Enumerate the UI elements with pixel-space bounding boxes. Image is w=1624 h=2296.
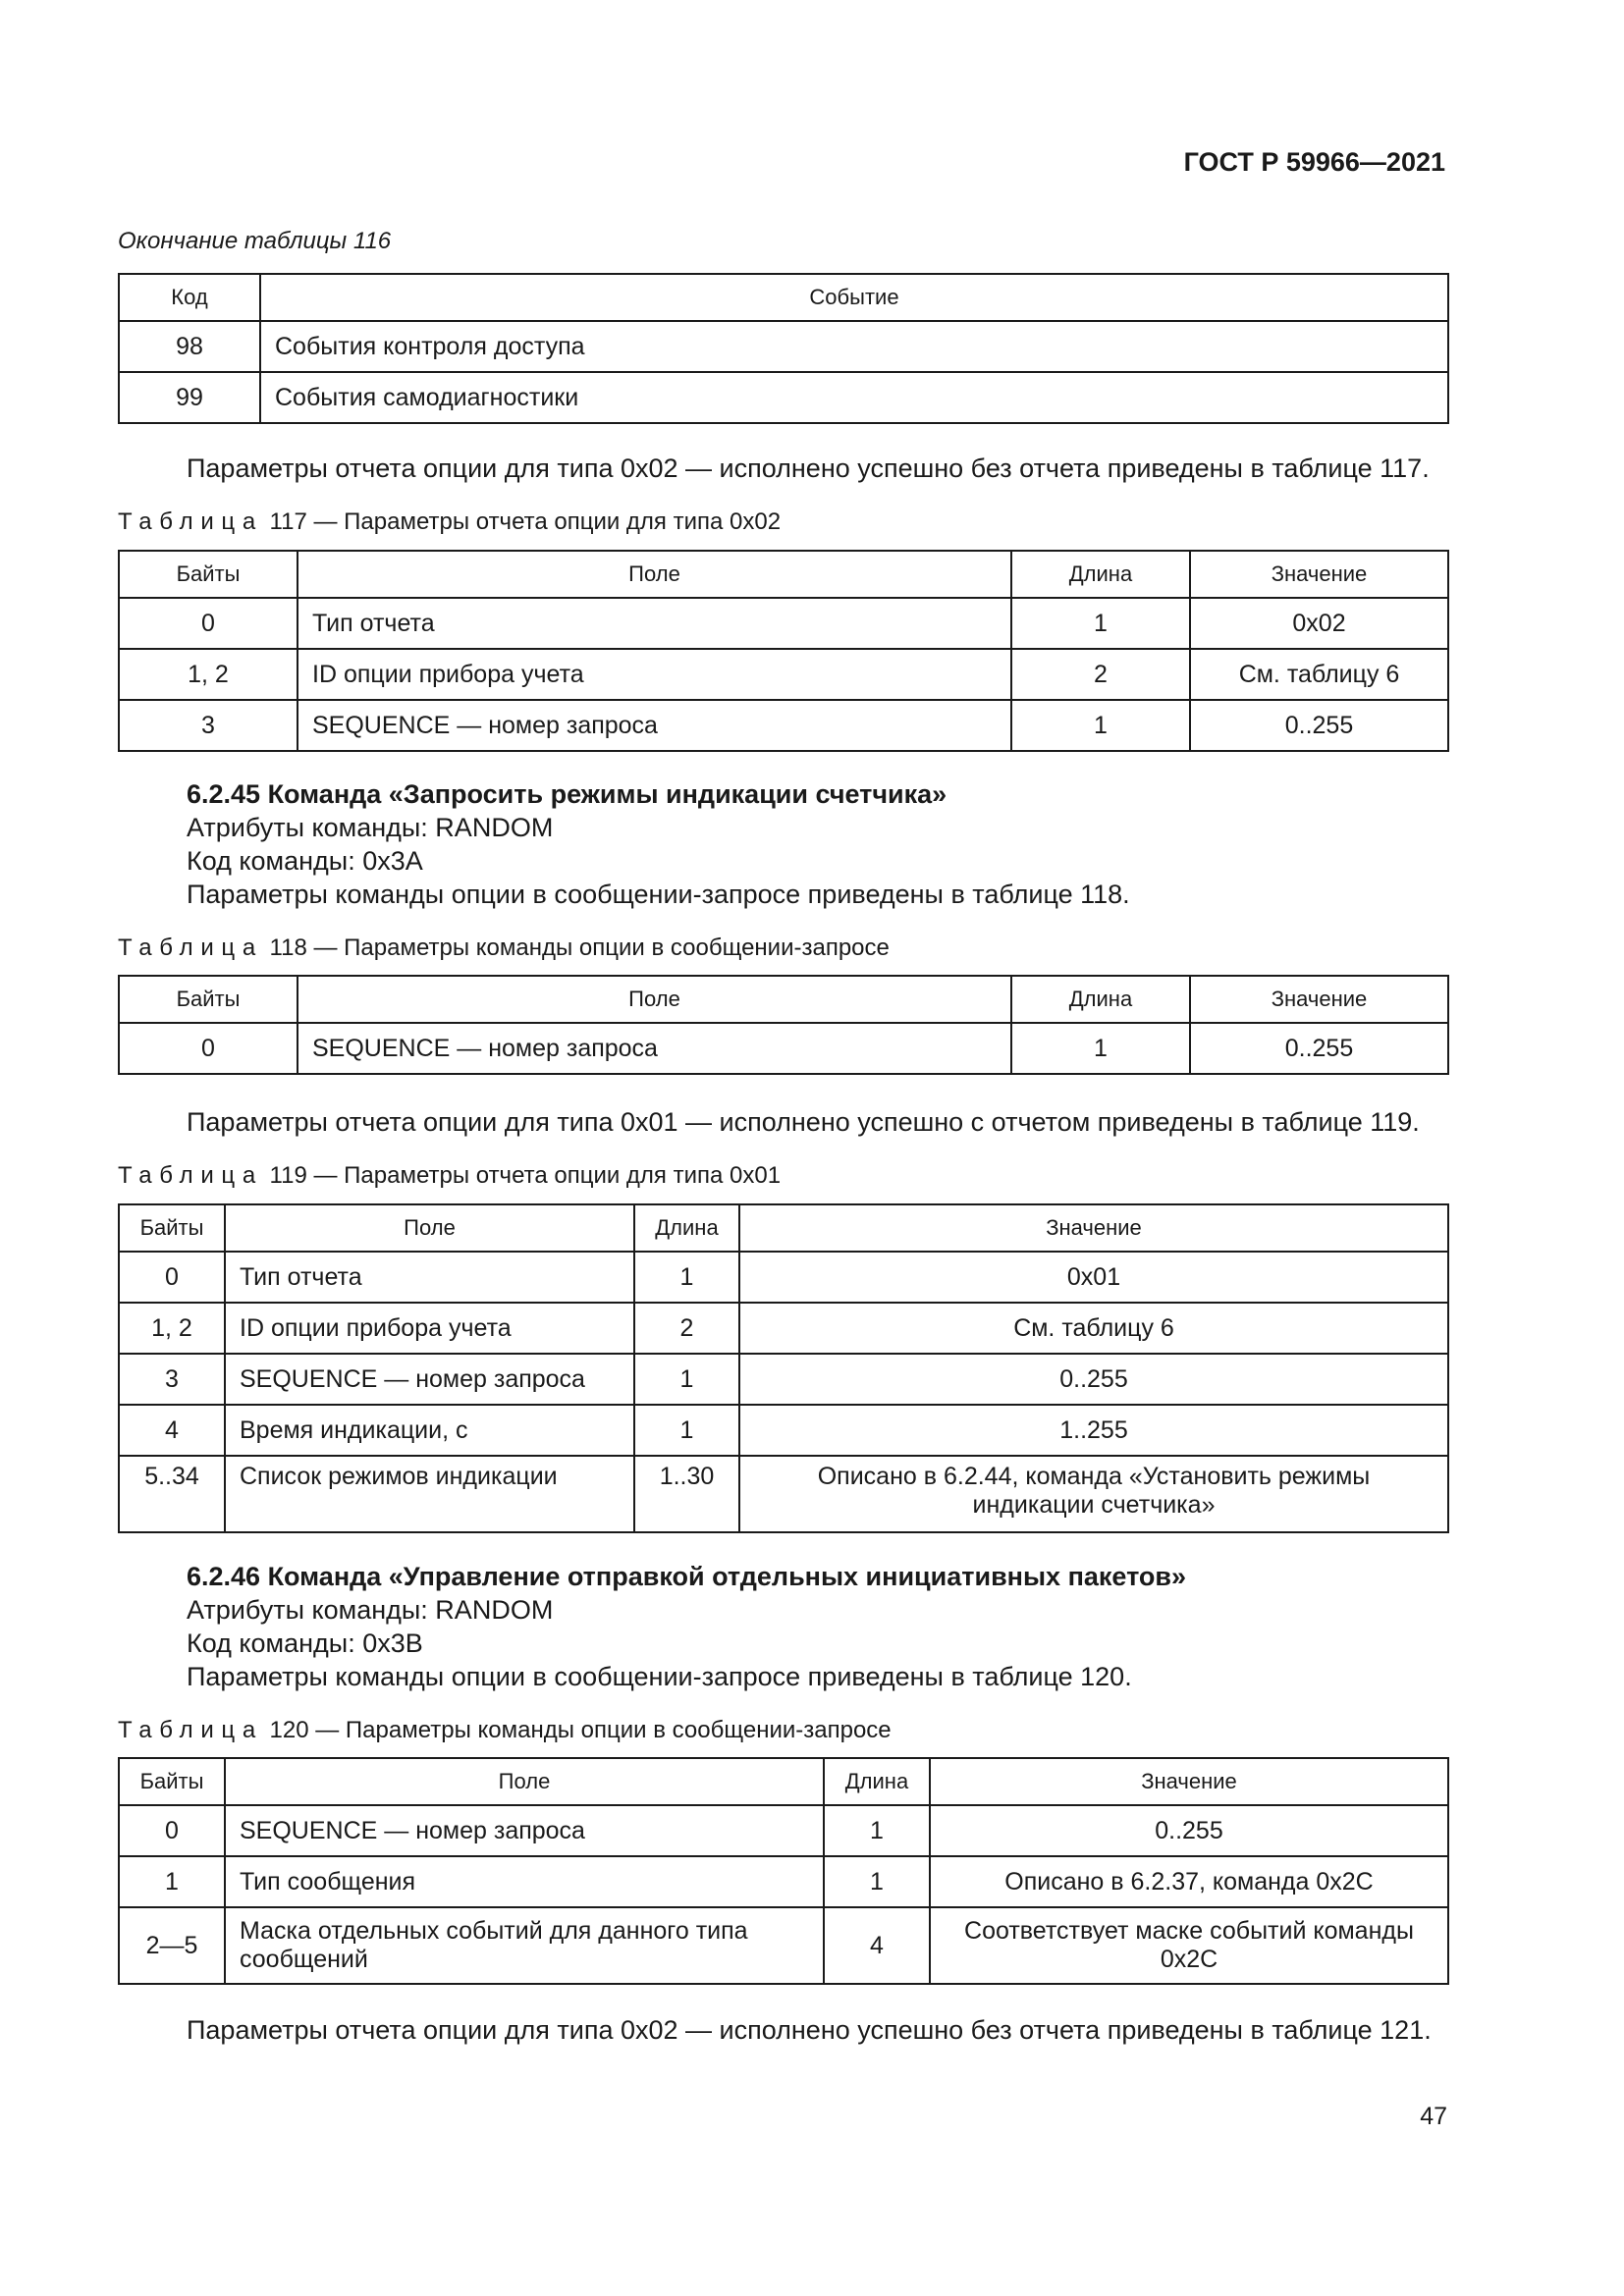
table-cell: 98 <box>119 321 260 372</box>
table-cell: 0 <box>119 1252 225 1303</box>
table-cell: 1 <box>634 1354 739 1405</box>
table-117 <box>118 550 1449 752</box>
column-header: Байты <box>119 551 298 598</box>
table-header-row <box>119 274 1448 321</box>
column-header: Значение <box>739 1204 1448 1252</box>
table-cell: 1 <box>1011 700 1190 751</box>
table-cell: ID опции прибора учета <box>298 649 1011 700</box>
table-cell: SEQUENCE — номер запроса <box>298 700 1011 751</box>
command-params: Параметры команды опции в сообщении-запросе приведены в таблице 118. <box>187 880 1130 909</box>
table-cell: 2 <box>634 1303 739 1354</box>
table-cell: Время индикации, с <box>225 1405 634 1456</box>
table-cell: 2—5 <box>119 1907 225 1984</box>
table-cell: SEQUENCE — номер запроса <box>298 1023 1011 1074</box>
table-cell: 1 <box>1011 598 1190 649</box>
standard-header: ГОСТ Р 59966—2021 <box>1183 147 1445 177</box>
table-cell: Описано в 6.2.44, команда «Установить режимы индикации счетчика» <box>739 1456 1448 1532</box>
column-header: Поле <box>225 1758 824 1805</box>
section-heading-6-2-46: 6.2.46 Команда «Управление отправкой отдельных инициативных пакетов» <box>187 1562 1187 1591</box>
table-119 <box>118 1203 1449 1533</box>
table-cell: 1..255 <box>739 1405 1448 1456</box>
table-row <box>119 649 1448 700</box>
paragraph: Параметры отчета опции для типа 0x01 — исполнено успешно с отчетом приведены в таблице 119. <box>187 1107 1420 1137</box>
table-118 <box>118 975 1449 1075</box>
table-row <box>119 372 1448 423</box>
table-cell: 99 <box>119 372 260 423</box>
column-header: Длина <box>634 1204 739 1252</box>
table-row <box>119 1856 1448 1907</box>
column-header: Значение <box>1190 976 1448 1023</box>
table-cell: 1 <box>119 1856 225 1907</box>
table-cell: См. таблицу 6 <box>1190 649 1448 700</box>
table-cell: Соответствует маске событий команды 0x2C <box>930 1907 1448 1984</box>
table-row <box>119 1023 1448 1074</box>
table-header-row <box>119 976 1448 1023</box>
table-cell: Описано в 6.2.37, команда 0x2C <box>930 1856 1448 1907</box>
table-cell: 1 <box>1011 1023 1190 1074</box>
table-row <box>119 598 1448 649</box>
caption-label: Таблица <box>118 508 263 535</box>
table-header-row <box>119 551 1448 598</box>
command-code: Код команды: 0x3B <box>187 1629 423 1658</box>
column-header: Длина <box>1011 976 1190 1023</box>
table-cell: 1 <box>824 1805 930 1856</box>
table-row <box>119 1805 1448 1856</box>
paragraph: Параметры отчета опции для типа 0x02 — исполнено успешно без отчета приведены в таблице 117. <box>187 454 1430 483</box>
table-cell: 3 <box>119 1354 225 1405</box>
command-code: Код команды: 0x3A <box>187 846 423 876</box>
table-cell: Тип сообщения <box>225 1856 824 1907</box>
column-header: Длина <box>1011 551 1190 598</box>
column-header: Поле <box>225 1204 634 1252</box>
table-cell: Тип отчета <box>298 598 1011 649</box>
table-cell: 0..255 <box>739 1354 1448 1405</box>
table-cell: Маска отдельных событий для данного типа сообщений <box>225 1907 824 1984</box>
column-header: Байты <box>119 1758 225 1805</box>
caption-text: 120 — Параметры команды опции в сообщении-запросе <box>269 1717 892 1743</box>
table-cell: SEQUENCE — номер запроса <box>225 1354 634 1405</box>
table-118-caption <box>118 934 890 962</box>
column-header: Байты <box>119 1204 225 1252</box>
table-row <box>119 1405 1448 1456</box>
table-cell: 4 <box>119 1405 225 1456</box>
table-cell: События контроля доступа <box>260 321 1448 372</box>
table-120-caption <box>118 1717 892 1744</box>
column-header: Событие <box>260 274 1448 321</box>
table-cell: 4 <box>824 1907 930 1984</box>
table-cell: 0..255 <box>930 1805 1448 1856</box>
table-119-caption <box>118 1162 781 1190</box>
table-row <box>119 700 1448 751</box>
column-header: Поле <box>298 976 1011 1023</box>
table-cell: 1..30 <box>634 1456 739 1532</box>
page-number: 47 <box>1420 2103 1447 2130</box>
table-cell: 1, 2 <box>119 1303 225 1354</box>
table-row <box>119 1303 1448 1354</box>
table-116-caption: Окончание таблицы 116 <box>118 228 392 254</box>
column-header: Длина <box>824 1758 930 1805</box>
column-header: Значение <box>1190 551 1448 598</box>
table-cell: 0 <box>119 598 298 649</box>
caption-label: Таблица <box>118 1717 263 1743</box>
table-cell: 1 <box>824 1856 930 1907</box>
table-cell: ID опции прибора учета <box>225 1303 634 1354</box>
column-header: Код <box>119 274 260 321</box>
table-cell: 0x02 <box>1190 598 1448 649</box>
column-header: Байты <box>119 976 298 1023</box>
paragraph: Параметры отчета опции для типа 0x02 — исполнено успешно без отчета приведены в таблице 121. <box>187 2015 1432 2045</box>
table-cell: 5..34 <box>119 1456 225 1532</box>
command-attributes: Атрибуты команды: RANDOM <box>187 813 554 842</box>
table-cell: 1 <box>634 1405 739 1456</box>
table-row <box>119 1354 1448 1405</box>
table-row <box>119 1907 1448 1984</box>
table-cell: 0 <box>119 1805 225 1856</box>
table-row <box>119 321 1448 372</box>
table-cell: 1 <box>634 1252 739 1303</box>
command-attributes: Атрибуты команды: RANDOM <box>187 1595 554 1625</box>
table-cell: Список режимов индикации <box>225 1456 634 1532</box>
command-params: Параметры команды опции в сообщении-запросе приведены в таблице 120. <box>187 1662 1132 1691</box>
table-cell: 3 <box>119 700 298 751</box>
table-cell: SEQUENCE — номер запроса <box>225 1805 824 1856</box>
section-heading-6-2-45: 6.2.45 Команда «Запросить режимы индикации счетчика» <box>187 779 947 809</box>
table-116 <box>118 273 1449 424</box>
table-cell: 1, 2 <box>119 649 298 700</box>
table-cell: См. таблицу 6 <box>739 1303 1448 1354</box>
table-header-row <box>119 1204 1448 1252</box>
column-header: Значение <box>930 1758 1448 1805</box>
table-cell: 0x01 <box>739 1252 1448 1303</box>
table-cell: События самодиагностики <box>260 372 1448 423</box>
table-cell: 0..255 <box>1190 1023 1448 1074</box>
caption-label: Таблица <box>118 934 263 961</box>
caption-text: 119 — Параметры отчета опции для типа 0x01 <box>269 1162 782 1189</box>
caption-label: Таблица <box>118 1162 263 1189</box>
table-cell: 0 <box>119 1023 298 1074</box>
table-cell: Тип отчета <box>225 1252 634 1303</box>
table-cell: 2 <box>1011 649 1190 700</box>
table-117-caption <box>118 508 781 536</box>
table-120 <box>118 1757 1449 1985</box>
table-row <box>119 1456 1448 1532</box>
table-header-row <box>119 1758 1448 1805</box>
table-cell: 0..255 <box>1190 700 1448 751</box>
caption-text: 117 — Параметры отчета опции для типа 0x02 <box>269 508 782 535</box>
table-row <box>119 1252 1448 1303</box>
column-header: Поле <box>298 551 1011 598</box>
caption-text: 118 — Параметры команды опции в сообщении-запросе <box>269 934 890 961</box>
